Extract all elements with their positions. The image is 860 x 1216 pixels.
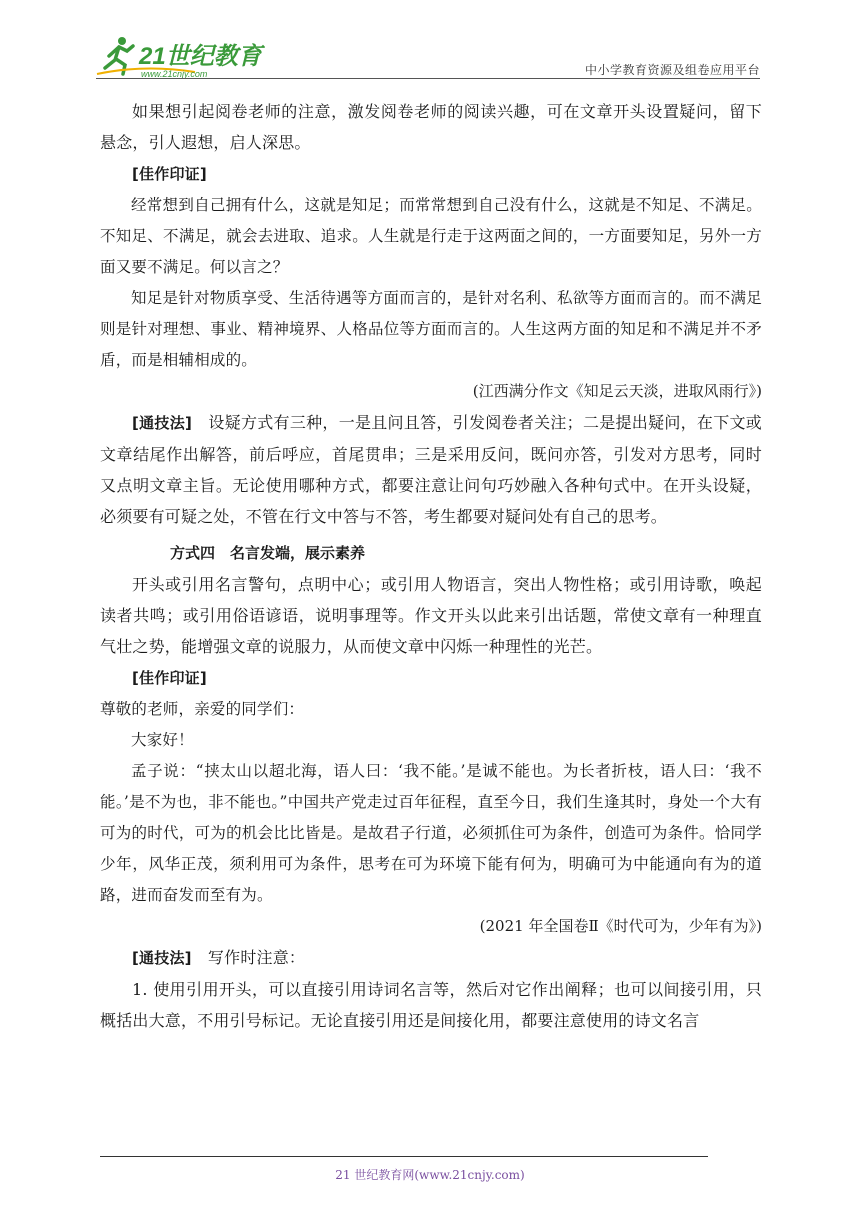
platform-name: 中小学教育资源及组卷应用平台 <box>584 63 760 77</box>
example-tag: [佳作印证] <box>132 165 207 183</box>
example-label <box>100 158 762 190</box>
svg-text:www.21cnjy.com: www.21cnjy.com <box>141 69 208 79</box>
intro-paragraph: 如果想引起阅卷老师的注意，激发阅卷老师的阅读兴趣，可在文章开头设置疑问，留下悬念，引人遐想，启人深思。 <box>100 102 762 152</box>
technique-text-2: 写作时注意： <box>207 948 306 967</box>
header-divider <box>96 78 760 79</box>
document-body <box>100 96 762 1036</box>
speech-hello: 大家好！ <box>131 731 194 749</box>
section-title: 方式四 名言发端，展示素养 <box>170 544 366 562</box>
section-paragraph: 开头或引用名言警句，点明中心；或引用人物语言，突出人物性格；或引用诗歌，唤起读者共鸣；或引用俗语谚语，说明事理等。作文开头以此来引出话题，常使文章有一种理直气壮之势，能增强文章的说服力，从而使文章中闪烁一种理性的光芒。 <box>100 575 762 656</box>
speech-greeting: 尊敬的老师，亲爱的同学们： <box>100 700 305 718</box>
footer-divider <box>100 1156 708 1157</box>
page-footer: 21 世纪教育网(www.21cnjy.com) <box>335 1168 525 1182</box>
example-source-2: (2021 年全国卷Ⅱ《时代可为，少年有为》) <box>479 917 762 935</box>
runner-logo-icon <box>95 34 265 80</box>
example-source: (江西满分作文《知足云天淡，进取风雨行》) <box>472 382 762 400</box>
site-logo <box>95 34 265 80</box>
technique-paragraph <box>100 407 762 532</box>
example-paragraph-1: 经常想到自己拥有什么，这就是知足；而常常想到自己没有什么，这就是不知足、不满足。不知足、不满足，就会去进取、追求。人生就是行走于这两面之间的，一方面要知足，另外一方面又要不满足。何以言之？ <box>100 196 762 276</box>
speech-paragraph: 孟子说：“挟太山以超北海，语人曰：‘我不能。’是诚不能也。为长者折枝，语人曰：‘我不能。’是不为也，非不能也。”中国共产党走过百年征程，直至今日，我们生逢其时，身处一个大有可为的时代，可为的机会比比皆是。是故君子行道，必须抓住可为条件，创造可为条件。恰同学少年，风华正茂，须利用可为条件，思考在可为环境下能有何为，明确可为中能通向有为的道路，进而奋发而至有为。 <box>100 762 762 904</box>
technique-tag-2: [通技法] <box>132 949 192 967</box>
example-paragraph-2: 知足是针对物质享受、生活待遇等方面而言的，是针对名利、私欲等方面而言的。而不满足则是针对理想、事业、精神境界、人格品位等方面而言的。人生这两方面的知足和不满足并不矛盾，而是相辅相成的。 <box>100 289 762 369</box>
example-tag-2: [佳作印证] <box>132 669 207 687</box>
technique-text: 设疑方式有三种，一是且问且答，引发阅卷者关注；二是提出疑问，在下文或文章结尾作出解答，前后呼应，首尾贯串；三是采用反问，既问亦答，引发对方思考，同时又点明文章主旨。无论使用哪种方式，都要注意让问句巧妙融入各种句式中。在开头设疑，必须要有可疑之处，不管在行文中答与不答，考生都要对疑问处有自己的思考。 <box>100 413 762 526</box>
page-header <box>95 28 760 82</box>
technique-point-1: 1. 使用引用开头，可以直接引用诗词名言等，然后对它作出阐释；也可以间接引用，只概括出大意，不用引号标记。无论直接引用还是间接化用，都要注意使用的诗文名言 <box>100 980 762 1030</box>
svg-text:21世纪教育: 21世纪教育 <box>139 43 262 70</box>
technique-paragraph-2 <box>100 942 762 974</box>
example-label-2 <box>100 662 762 694</box>
technique-tag: [通技法] <box>132 414 193 432</box>
